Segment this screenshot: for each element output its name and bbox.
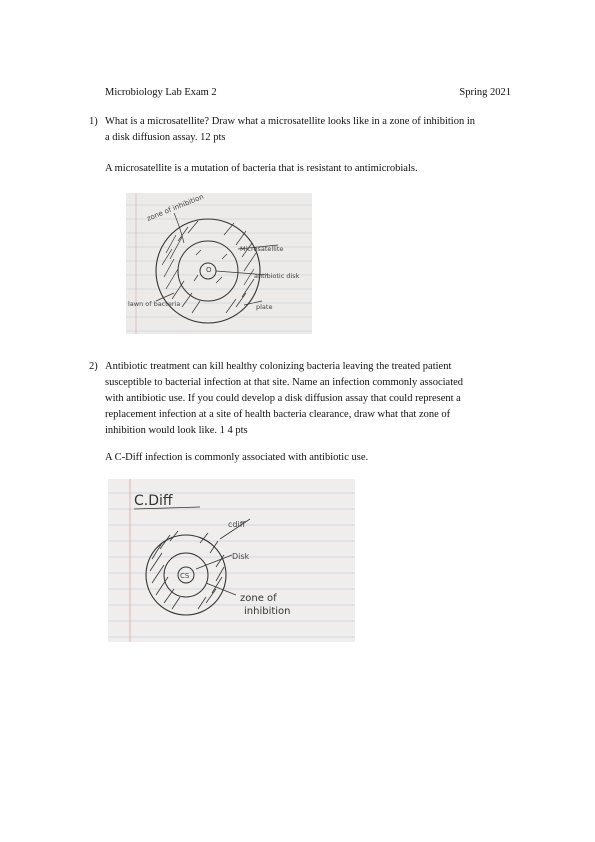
course-title: Microbiology Lab Exam 2	[105, 87, 217, 98]
drawing-1-svg	[126, 193, 312, 334]
cdiff-drawing-photo	[108, 479, 355, 642]
disk-mark: CS	[180, 572, 190, 580]
question-line: a disk diffusion assay. 12 pts	[105, 132, 226, 143]
drawing-label: plate	[256, 303, 273, 311]
drawing-label: lawn of bacteria	[128, 300, 181, 308]
question-line: susceptible to bacterial infection at that site. Name an infection commonly associated	[105, 377, 464, 388]
drawing-label: cdiff	[228, 520, 246, 529]
question-line: inhibition would look like. 1 4 pts	[105, 425, 248, 436]
question-line: What is a microsatellite? Draw what a microsatellite looks like in a zone of inhibition in	[105, 116, 476, 127]
question-number: 2)	[89, 361, 98, 372]
answer-1: A microsatellite is a mutation of bacteria that is resistant to antimicrobials.	[105, 163, 418, 174]
microsatellite-drawing-photo	[126, 193, 312, 334]
drawing-title: C.Diff	[134, 493, 173, 509]
drawing-label: Microsatellite	[240, 245, 284, 253]
disk-mark: O	[206, 266, 212, 274]
drawing-label: Disk	[232, 552, 250, 561]
drawing-label: antibiotic disk	[254, 272, 300, 280]
drawing-label: zone of inhibition	[145, 193, 205, 223]
question-number: 1)	[89, 116, 98, 127]
question-line: with antibiotic use. If you could develop a disk diffusion assay that could represent a	[105, 393, 461, 404]
question-line: Antibiotic treatment can kill healthy colonizing bacteria leaving the treated patient	[105, 361, 452, 372]
question-2	[0, 359, 595, 441]
answer-2: A C-Diff infection is commonly associated with antibiotic use.	[105, 452, 369, 463]
question-1	[0, 114, 595, 154]
drawing-label: zone of inhibition	[240, 593, 291, 617]
question-line: replacement infection at a site of health bacteria clearance, draw what that zone of	[105, 409, 451, 420]
term-label: Spring 2021	[459, 87, 511, 98]
drawing-2-svg	[108, 479, 355, 642]
